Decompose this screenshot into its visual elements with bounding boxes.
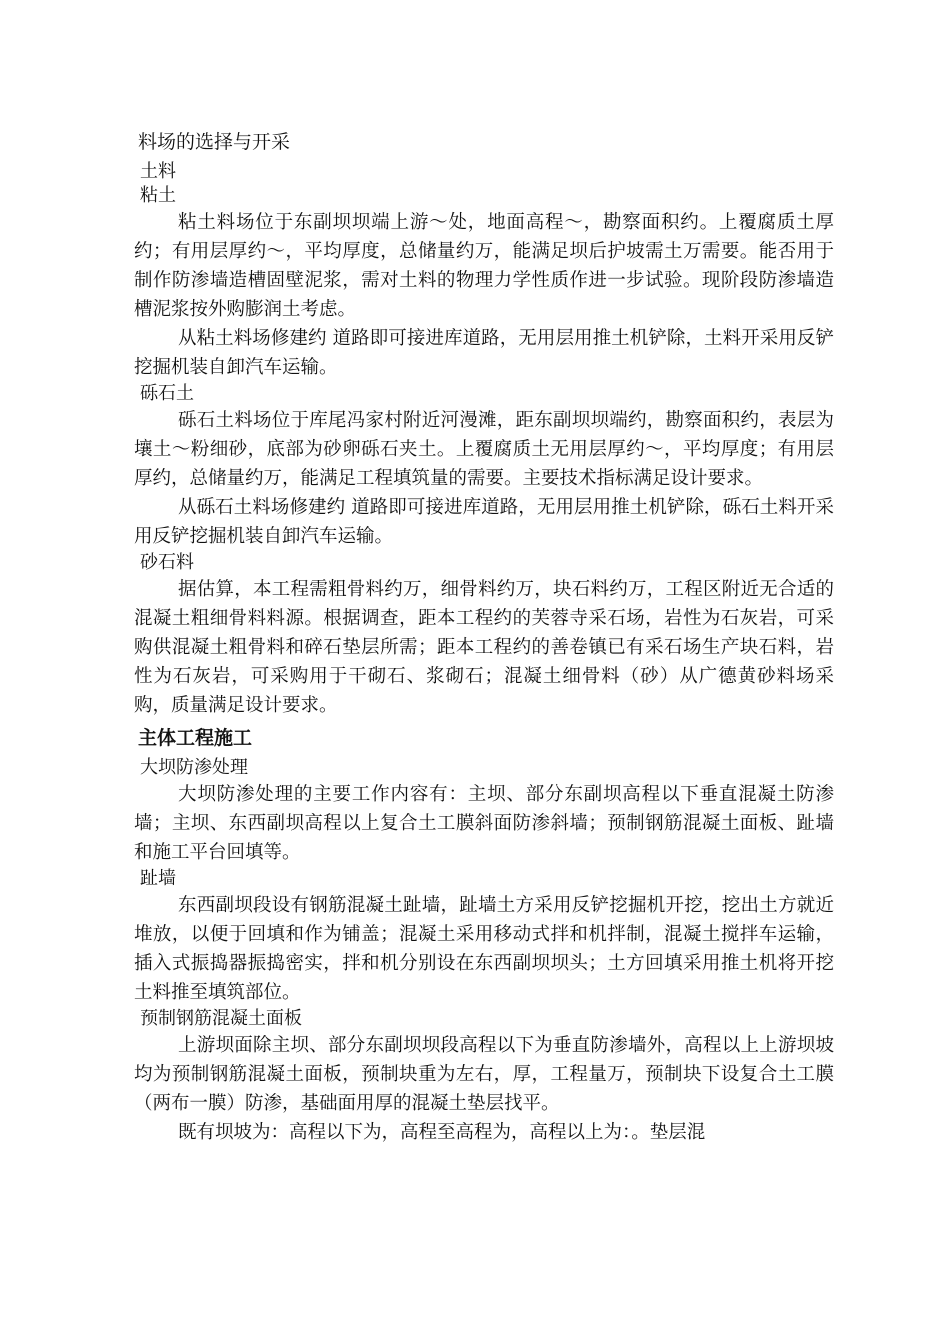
paragraph-clay-1: 粘土料场位于东副坝坝端上游～处，地面高程～，勘察面积约。上覆腐质土厚约；有用层厚约～，平均厚度，总储量约万，能满足坝后护坡需土万需要。能否用于制作防渗墙造槽固壁泥浆，需对土料的物理力学性质作进一步试验。现阶段防渗墙造槽泥浆按外购膨润土考虑。 [134,212,834,320]
subsection-sand-stone: 砂石料 [140,552,194,573]
paragraph-panel-2: 既有坝坡为：高程以下为，高程至高程为，高程以上为：。垫层混 [178,1122,706,1143]
section-title-materials: 料场的选择与开采 [138,131,291,153]
paragraph-toe-wall-1: 东西副坝段设有钢筋混凝土趾墙，趾墙土方采用反铲挖掘机开挖，挖出土方就近堆放，以便于回填和作为铺盖；混凝土采用移动式拌和机拌制，混凝土搅拌车运输，插入式振捣器振捣密实，拌和机分别设在东西副坝坝头；土方回填采用推土机将开挖土料推至填筑部位。 [134,895,834,1003]
subsection-soil: 土料 [140,161,176,182]
document-page [134,124,834,1147]
section-title-main-works: 主体工程施工 [138,727,253,749]
subsection-toe-wall: 趾墙 [140,868,176,889]
subsection-gravel-soil: 砾石土 [140,383,194,404]
paragraph-panel-1: 上游坝面除主坝、部分东副坝坝段高程以下为垂直防渗墙外，高程以上上游坝坡均为预制钢筋混凝土面板，预制块重为左右，厚，工程量万，预制块下设复合土工膜（两布一膜）防渗，基础面用厚的混凝土垫层找平。 [134,1035,834,1114]
subsection-dam-seepage: 大坝防渗处理 [140,757,248,778]
paragraph-gravel-soil-1: 砾石土料场位于库尾冯家村附近河漫滩，距东副坝坝端约，勘察面积约，表层为壤土～粉细砂，底部为砂卵砾石夹土。上覆腐质土无用层厚约～，平均厚度；有用层厚约，总储量约万，能满足工程填筑量的需要。主要技术指标满足设计要求。 [134,410,834,489]
paragraph-seepage-1: 大坝防渗处理的主要工作内容有：主坝、部分东副坝高程以下垂直混凝土防渗墙；主坝、东西副坝高程以上复合土工膜斜面防渗斜墙；预制钢筋混凝土面板、趾墙和施工平台回填等。 [134,784,834,863]
paragraph-gravel-soil-2: 从砾石土料场修建约 道路即可接进库道路，无用层用推土机铲除，砾石土料开采用反铲挖掘机装自卸汽车运输。 [134,497,834,547]
subsection-clay: 粘土 [140,185,176,206]
subsection-precast-panel: 预制钢筋混凝土面板 [140,1008,302,1029]
paragraph-clay-2: 从粘土料场修建约 道路即可接进库道路，无用层用推土机铲除，土料开采用反铲挖掘机装自卸汽车运输。 [134,328,834,378]
paragraph-sand-stone-1: 据估算，本工程需粗骨料约万，细骨料约万，块石料约万，工程区附近无合适的混凝土粗细骨料料源。根据调查，距本工程约的芙蓉寺采石场，岩性为石灰岩，可采购供混凝土粗骨料和碎石垫层所需；距本工程约的善卷镇已有采石场生产块石料，岩性为石灰岩，可采购用于干砌石、浆砌石；混凝土细骨料（砂）从广德黄砂料场采购，质量满足设计要求。 [134,579,834,716]
